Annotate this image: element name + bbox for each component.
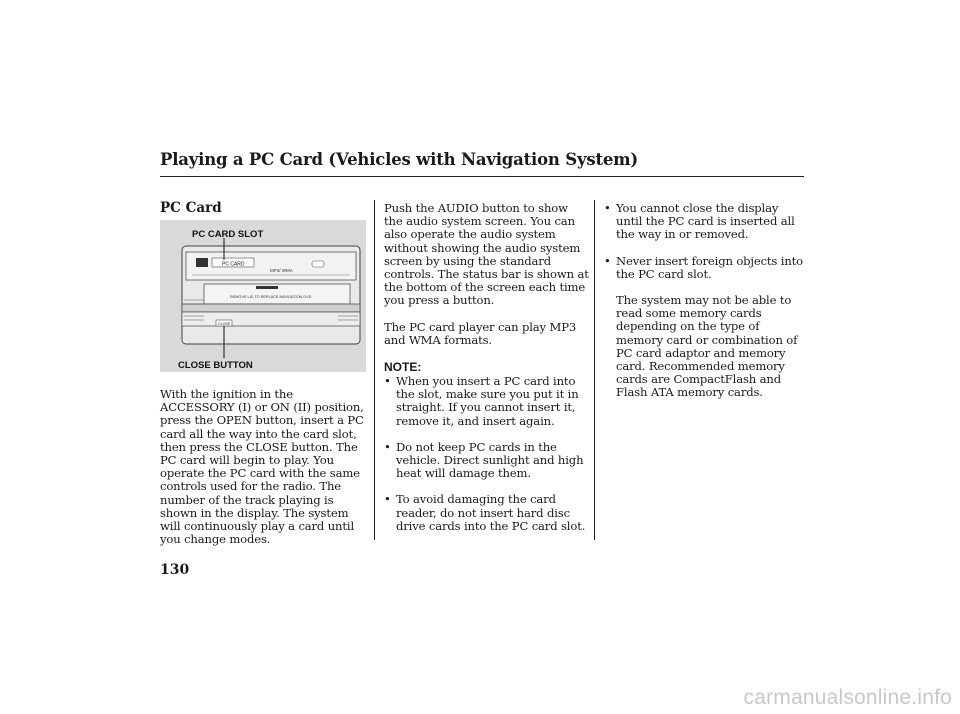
page-title: Playing a PC Card (Vehicles with Navigation System) [160, 150, 639, 169]
col3-bullet-1: You cannot close the display until the PC card is inserted all the way in or removed. [616, 201, 795, 242]
pc-card-illustration [160, 220, 366, 372]
bullet-icon: • [384, 439, 391, 454]
list-item [384, 375, 589, 428]
list-item [604, 255, 804, 281]
figure-label-pc-card-slot: PC CARD SLOT [192, 229, 264, 240]
bullet-icon: • [384, 492, 391, 507]
watermark: carmanualsonline.info [743, 686, 952, 709]
list-item [384, 493, 589, 533]
device-label-mp3: MP3/ WMA [270, 268, 293, 273]
section-subtitle: PC Card [160, 200, 222, 216]
column-3 [604, 202, 804, 400]
device-label-close: CLOSE [218, 322, 231, 326]
note-bullet-2: Do not keep PC cards in the vehicle. Direct sunlight and high heat will damage them. [396, 439, 584, 481]
col3-paragraph: The system may not be able to read some memory cards depending on the type of memory card or combination of PC card adaptor and memory card. Recommended memory cards are CompactFlash and Flash ATA memory cards. [616, 293, 798, 400]
device-label-pccard: PC CARD [222, 261, 245, 268]
col2-paragraph-2: The PC card player can play MP3 and WMA formats. [384, 319, 577, 347]
note-bullet-3: To avoid damaging the card reader, do not insert hard disc drive cards into the PC card slot. [396, 492, 586, 533]
list-item [384, 441, 589, 481]
column-divider-2 [594, 200, 595, 540]
note-bullet-1: When you insert a PC card into the slot, make sure you put it in straight. If you cannot insert it, remove it, and insert again. [396, 374, 579, 428]
col1-paragraph: With the ignition in the ACCESSORY (I) or ON (II) position, press the OPEN button, insert a PC card all the way into the card slot, then press the CLOSE button. The PC card will begin to play. You operate the PC card with the same controls used for the radio. The number of the track playing is shown in the display. The system will continuously play a card until you change modes. [160, 387, 364, 547]
column-1 [160, 388, 370, 546]
audio-unit-drawing [160, 220, 366, 372]
bullet-icon: • [384, 374, 391, 388]
device-label-remove-lid: REMOVE LID TO REPLACE NAVIGATION DVD [230, 295, 312, 299]
title-rule [160, 176, 804, 177]
column-2 [384, 202, 589, 347]
column-divider-1 [374, 200, 375, 540]
note-bullet-list [384, 375, 589, 533]
note-label: NOTE: [384, 360, 422, 374]
col3-bullet-2: Never insert foreign objects into the PC card slot. [616, 253, 803, 281]
bullet-icon: • [604, 201, 611, 215]
page-number: 130 [160, 562, 190, 578]
bullet-icon: • [604, 253, 611, 268]
col2-paragraph-1: Push the AUDIO button to show the audio system screen. You can also operate the audio system without showing the audio system screen by using the standard controls. The status bar is shown at the bottom of the screen each time you press a button. [384, 201, 589, 308]
list-item [604, 202, 804, 242]
figure-label-close-button: CLOSE BUTTON [178, 360, 253, 371]
